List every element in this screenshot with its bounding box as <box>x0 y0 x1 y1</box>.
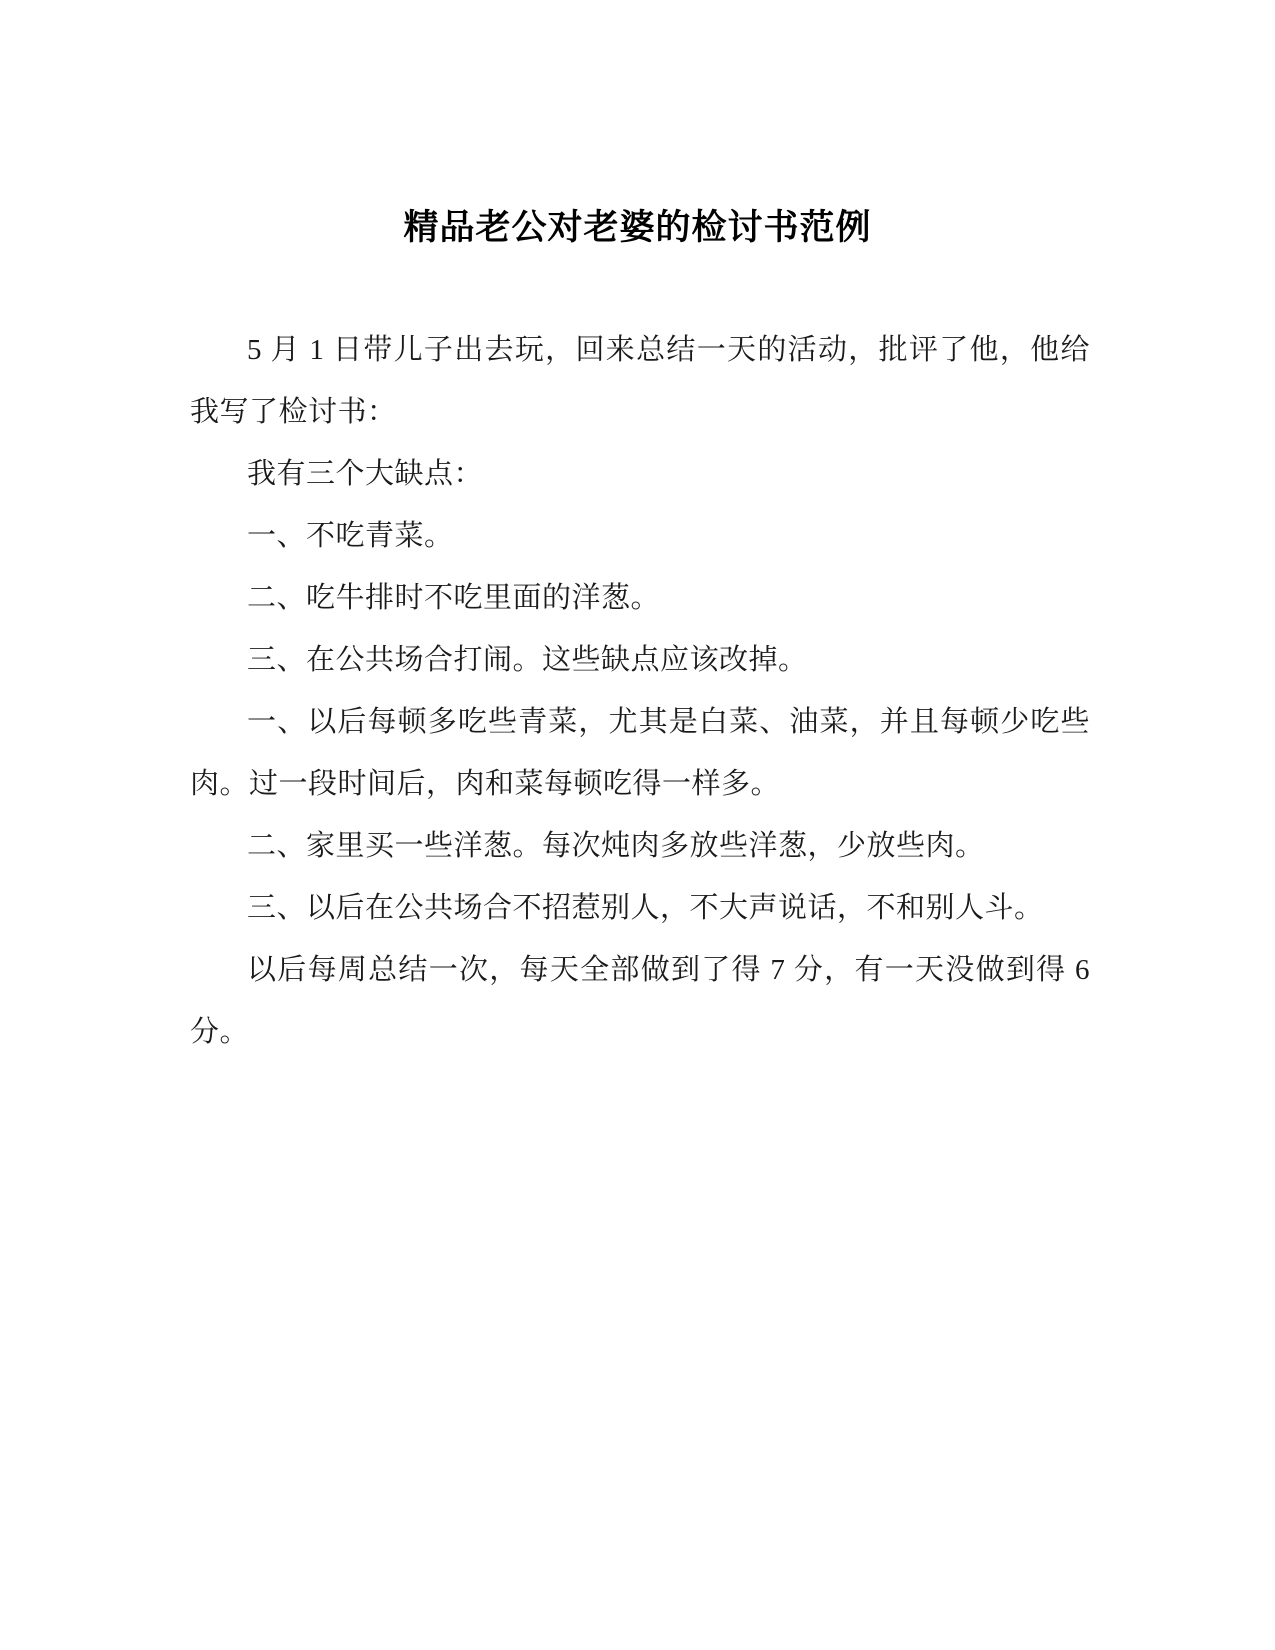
text-line: 二、家里买一些洋葱。每次炖肉多放些洋葱，少放些肉。 <box>247 830 985 862</box>
page-title: 精品老公对老婆的检讨书范例 <box>403 208 872 247</box>
text-line: 三、在公共场合打闹。这些缺点应该改掉。 <box>247 644 808 676</box>
paragraph <box>190 443 1090 505</box>
paragraph <box>190 939 1090 1063</box>
text-line: 一、以后每顿多吃些青菜，尤其是白菜、油菜，并且每顿少吃些 <box>247 706 1090 738</box>
text-line: 我写了检讨书： <box>190 396 397 428</box>
text-line: 三、以后在公共场合不招惹别人，不大声说话，不和别人斗。 <box>247 892 1044 924</box>
paragraph <box>190 691 1090 815</box>
text-line: 以后每周总结一次，每天全部做到了得 7 分，有一天没做到得 6 <box>247 954 1090 986</box>
paragraph <box>190 319 1090 443</box>
paragraph <box>190 629 1090 691</box>
text-line: 一、不吃青菜。 <box>247 520 454 552</box>
text-line: 肉。过一段时间后，肉和菜每顿吃得一样多。 <box>190 768 781 800</box>
paragraph <box>190 505 1090 567</box>
text-line: 二、吃牛排时不吃里面的洋葱。 <box>247 582 661 614</box>
text-line: 我有三个大缺点： <box>247 458 484 490</box>
paragraph <box>190 567 1090 629</box>
text-line: 5 月 1 日带儿子出去玩，回来总结一天的活动，批评了他，他给 <box>247 334 1090 366</box>
paragraph <box>190 815 1090 877</box>
document-body <box>190 319 1090 1063</box>
paragraph <box>190 877 1090 939</box>
text-line: 分。 <box>190 1016 250 1048</box>
